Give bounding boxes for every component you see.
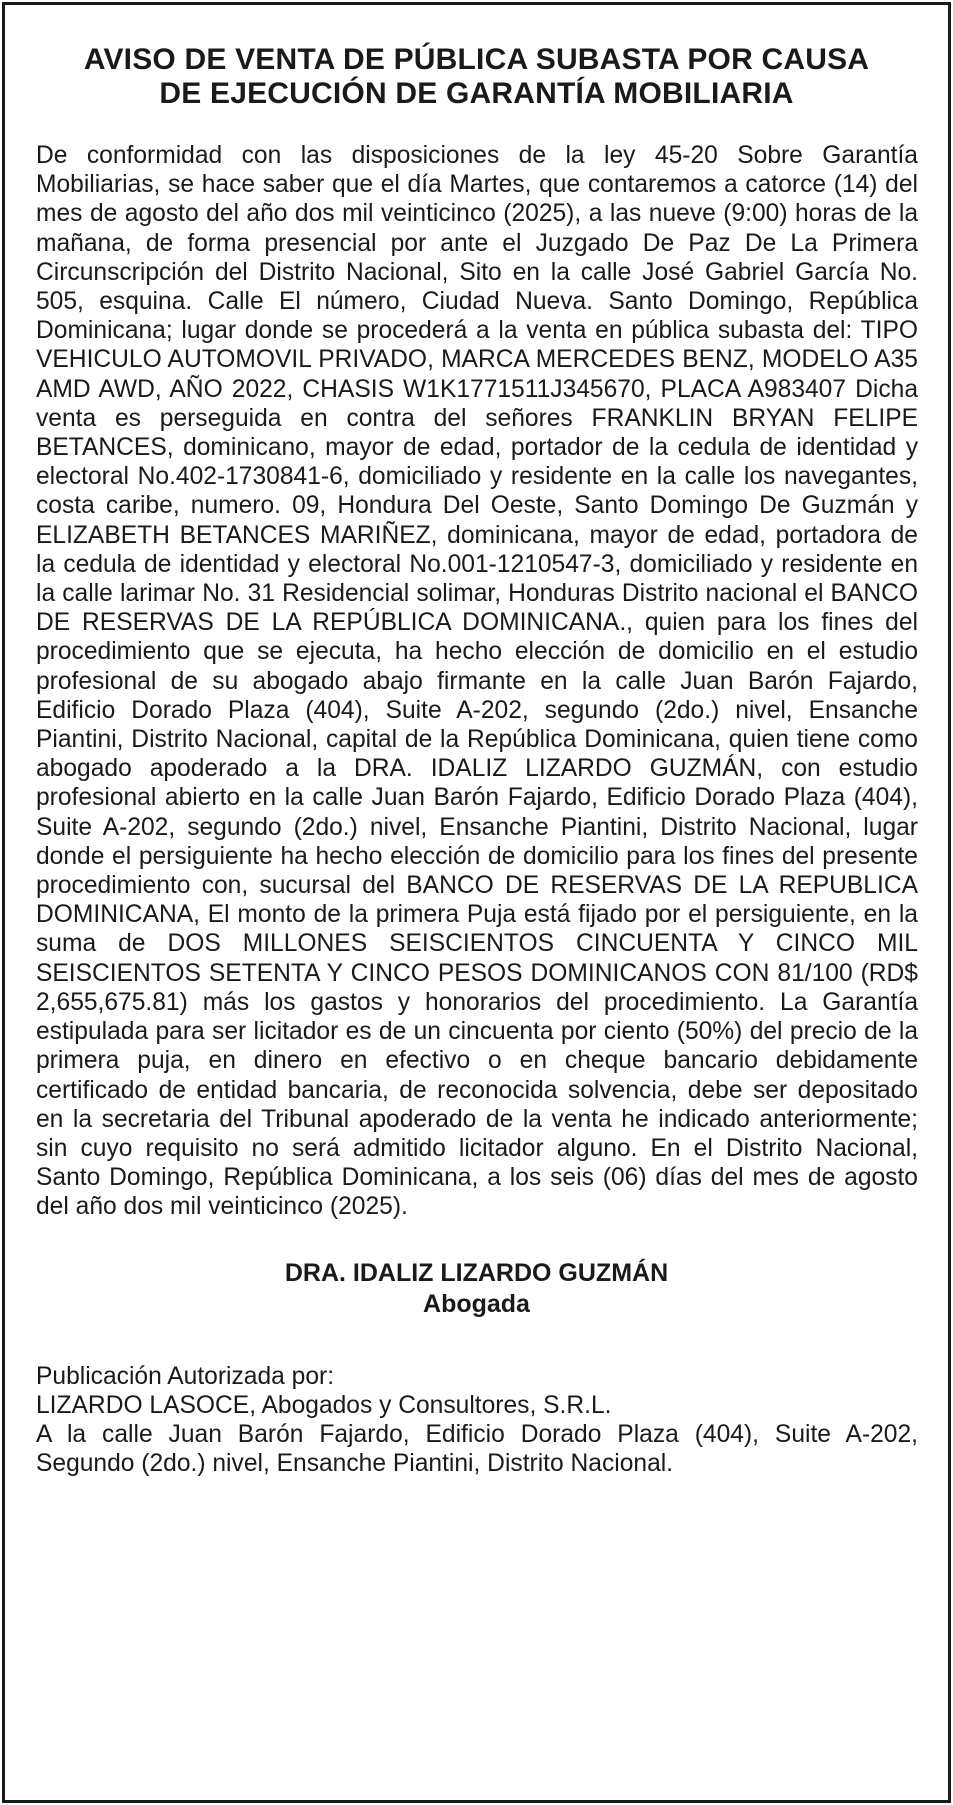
publication-block <box>36 1362 918 1479</box>
publication-heading: Publicación Autorizada por: <box>36 1362 335 1390</box>
notice-title <box>41 43 912 111</box>
notice-title-line-2: DE EJECUCIÓN DE GARANTÍA MOBILIARIA <box>159 77 794 110</box>
publication-firm: LIZARDO LASOCE, Abogados y Consultores, S.R.L. <box>36 1391 612 1419</box>
signature-block <box>5 1258 948 1320</box>
legal-notice <box>2 2 951 1803</box>
signatory-role: Abogada <box>423 1289 530 1318</box>
signatory-name: DRA. IDALIZ LIZARDO GUZMÁN <box>284 1258 669 1287</box>
notice-title-line-1: AVISO DE VENTA DE PÚBLICA SUBASTA POR CAUSA <box>83 43 870 76</box>
notice-body: De conformidad con las disposiciones de la ley 45-20 Sobre Garantía Mobiliarias, se hace saber que el día Martes, que contaremos a catorce (14) del mes de agosto del año dos mil veinticinco (2025), a las nueve (9:00) horas de la mañana, de forma presencial por ante el Juzgado De Paz De La Primera Circunscripción del Distrito Nacional, Sito en la calle José Gabriel García No. 505, esquina. Calle El número, Ciudad Nueva. Santo Domingo, República Dominicana; lugar donde se procederá a la venta en pública subasta del: TIPO VEHICULO AUTOMOVIL PRIVADO, MARCA MERCEDES BENZ, MODELO A35 AMD AWD, AÑO 2022, CHASIS W1K1771511J345670, PLACA A983407 Dicha venta es perseguida en contra del señores FRANKLIN BRYAN FELIPE BETANCES, dominicano, mayor de edad, portador de la cedula de identidad y electoral No.402-1730841-6, domiciliado y residente en la calle los navegantes, costa caribe, numero. 09, Hondura Del Oeste, Santo Domingo De Guzmán y ELIZABETH BETANCES MARIÑEZ, dominicana, mayor de edad, portadora de la cedula de identidad y electoral No.001-1210547-3, domiciliado y residente en la calle larimar No. 31 Residencial solimar, Honduras Distrito nacional el BANCO DE RESERVAS DE LA REPÚBLICA DOMINICANA., quien para los fines del procedimiento que se ejecuta, ha hecho elección de domicilio en el estudio profesional de su abogado abajo firmante en la calle Juan Barón Fajardo, Edificio Dorado Plaza (404), Suite A-202, segundo (2do.) nivel, Ensanche Piantini, Distrito Nacional, capital de la República Dominicana, quien tiene como abogado apoderado a la DRA. IDALIZ LIZARDO GUZMÁN, con estudio profesional abierto en la calle Juan Barón Fajardo, Edificio Dorado Plaza (404), Suite A-202, segundo (2do.) nivel, Ensanche Piantini, Distrito Nacional, lugar donde el persiguiente ha hecho elección de domicilio para los fines del presente procedimiento con, sucursal del BANCO DE RESERVAS DE LA REPUBLICA DOMINICANA, El monto de la primera Puja está fijado por el persiguiente, en la suma de DOS MILLONES SEISCIENTOS CINCUENTA Y CINCO MIL SEISCIENTOS SETENTA Y CINCO PESOS DOMINICANOS CON 81/100 (RD$ 2,655,675.81) más los gastos y honorarios del procedimiento. La Garantía estipulada para ser licitador es de un cincuenta por ciento (50%) del precio de la primera puja, en dinero en efectivo o en cheque bancario debidamente certificado de entidad bancaria, de reconocida solvencia, debe ser depositado en la secretaria del Tribunal apoderado de la venta he indicado anteriormente; sin cuyo requisito no será admitido licitador alguno. En el Distrito Nacional, Santo Domingo, República Dominicana, a los seis (06) días del mes de agosto del año dos mil veinticinco (2025). <box>36 142 918 1221</box>
publication-address: A la calle Juan Barón Fajardo, Edificio Dorado Plaza (404), Suite A-202, Segundo (2do.) nivel, Ensanche Piantini, Distrito Nacional. <box>36 1420 918 1478</box>
